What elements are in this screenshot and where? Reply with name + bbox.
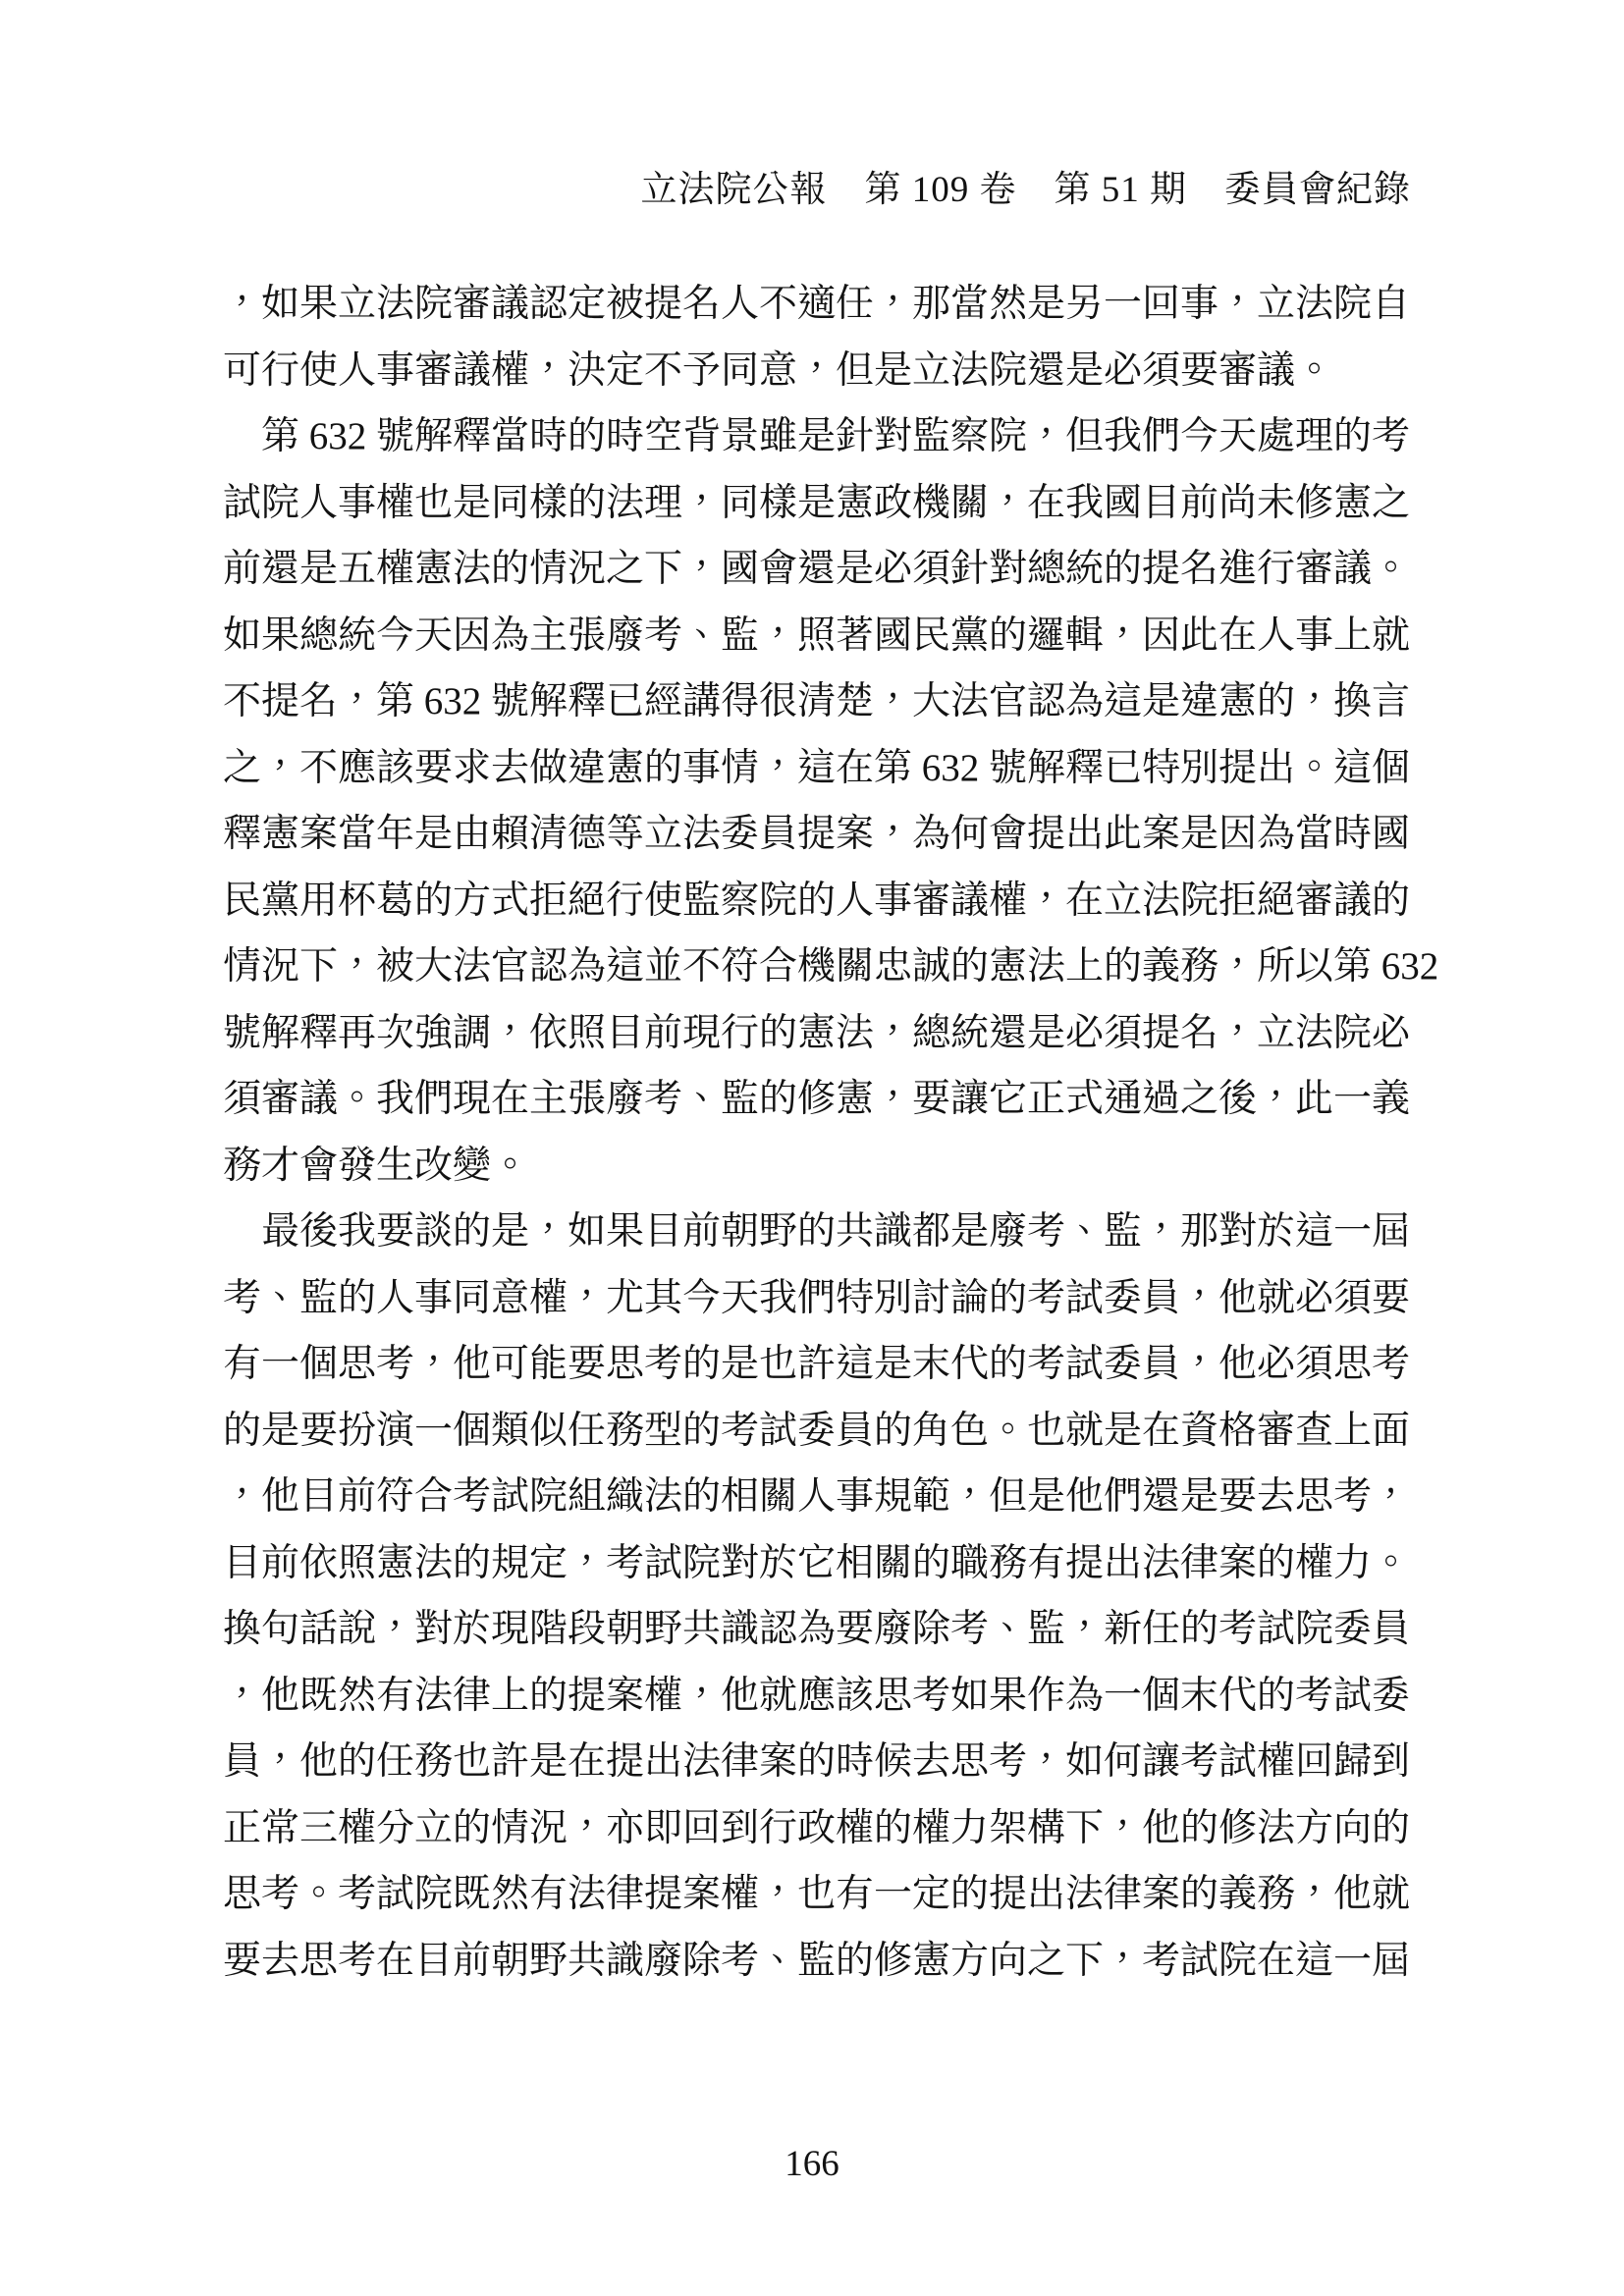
body-line: 可行使人事審議權，決定不予同意，但是立法院還是必須要審議。 <box>223 348 1334 392</box>
body-line: 試院人事權也是同樣的法理，同樣是憲政機關，在我國目前尚未修憲之 <box>223 481 1411 524</box>
page-number: 166 <box>785 2144 839 2184</box>
body-line: 換句話說，對於現階段朝野共識認為要廢除考、監，新任的考試院委員 <box>223 1608 1411 1650</box>
body-line: 釋憲案當年是由賴清德等立法委員提案，為何會提出此案是因為當時國 <box>223 813 1411 855</box>
body-line: 前還是五權憲法的情況之下，國會還是必須針對總統的提名進行審議。 <box>223 548 1411 590</box>
body-line: 第 632 號解釋當時的時空背景雖是針對監察院，但我們今天處理的考 <box>223 415 1411 457</box>
body-line: 正常三權分立的情況，亦即回到行政權的權力架構下，他的修法方向的 <box>223 1806 1411 1849</box>
body-line: 考、監的人事同意權，尤其今天我們特別討論的考試委員，他就必須要 <box>223 1276 1411 1319</box>
body-line: 不提名，第 632 號解釋已經講得很清楚，大法官認為這是違憲的，換言 <box>223 680 1411 722</box>
body-line: 務才會發生改變。 <box>223 1144 530 1187</box>
body-text <box>223 271 1439 1994</box>
body-line: 號解釋再次強調，依照目前現行的憲法，總統還是必須提名，立法院必 <box>223 1011 1411 1054</box>
body-line: 有一個思考，他可能要思考的是也許這是末代的考試委員，他必須思考 <box>223 1343 1411 1385</box>
running-header: 立法院公報 第 109 卷 第 51 期 委員會紀錄 <box>640 170 1411 210</box>
body-line: ，如果立法院審議認定被提名人不適任，那當然是另一回事，立法院自 <box>223 283 1411 325</box>
body-line: 須審議。我們現在主張廢考、監的修憲，要讓它正式通過之後，此一義 <box>223 1078 1411 1120</box>
body-line: 之，不應該要求去做違憲的事情，這在第 632 號解釋已特別提出。這個 <box>223 746 1411 789</box>
body-line: ，他既然有法律上的提案權，他就應該思考如果作為一個末代的考試委 <box>223 1674 1411 1717</box>
body-line: 目前依照憲法的規定，考試院對於它相關的職務有提出法律案的權力。 <box>223 1541 1411 1584</box>
body-line: 員，他的任務也許是在提出法律案的時候去思考，如何讓考試權回歸到 <box>223 1740 1411 1783</box>
body-line: 最後我要談的是，如果目前朝野的共識都是廢考、監，那對於這一屆 <box>223 1210 1411 1253</box>
body-line: 思考。考試院既然有法律提案權，也有一定的提出法律案的義務，他就 <box>223 1873 1411 1915</box>
body-line: 情況下，被大法官認為這並不符合機關忠誠的憲法上的義務，所以第 632 <box>223 945 1439 988</box>
body-line: 如果總統今天因為主張廢考、監，照著國民黨的邏輯，因此在人事上就 <box>223 614 1411 657</box>
body-line: ，他目前符合考試院組織法的相關人事規範，但是他們還是要去思考， <box>223 1475 1411 1518</box>
body-line: 要去思考在目前朝野共識廢除考、監的修憲方向之下，考試院在這一屆 <box>223 1939 1411 1982</box>
body-line: 的是要扮演一個類似任務型的考試委員的角色。也就是在資格審查上面 <box>223 1409 1411 1452</box>
body-line: 民黨用杯葛的方式拒絕行使監察院的人事審議權，在立法院拒絕審議的 <box>223 879 1411 922</box>
